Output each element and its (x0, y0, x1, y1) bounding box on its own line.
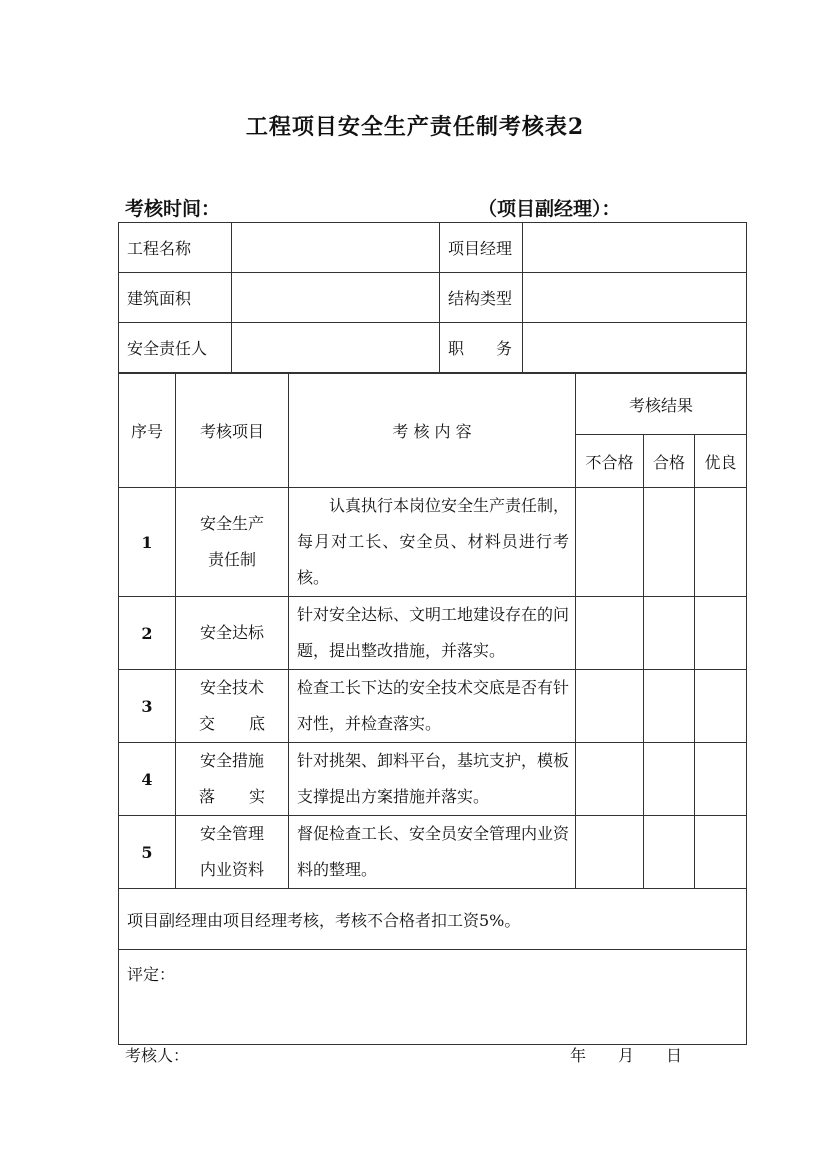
safety-person-value[interactable] (232, 323, 440, 373)
content-cell (289, 743, 576, 816)
evaluation-cell[interactable] (119, 950, 747, 1045)
excellent-check-cell[interactable] (695, 597, 747, 670)
fail-header: 不合格 (576, 435, 644, 488)
note-text: 项目副经理由项目经理考核，考核不合格者扣工资5%。 (119, 889, 747, 950)
assessment-time-label: 考核时间： (125, 198, 221, 220)
structure-type-value[interactable] (523, 273, 747, 323)
project-manager-value[interactable] (523, 223, 747, 273)
fail-check-cell[interactable] (576, 670, 644, 743)
table-row (119, 816, 747, 889)
pass-check-cell[interactable] (644, 488, 695, 597)
content-cell (289, 597, 576, 670)
item-cell (176, 488, 289, 597)
item-line: 责任制 (207, 550, 256, 569)
content-text: 针对挑架、卸料平台，基坑支护，模板支撑提出方案措施并落实。 (297, 751, 570, 806)
info-row (119, 323, 747, 373)
project-manager-label: 项目经理 (440, 223, 523, 273)
assessment-table (118, 373, 747, 1045)
item-line: 内业资料 (199, 860, 264, 879)
pass-check-cell[interactable] (644, 597, 695, 670)
item-line: 安全生产 (199, 514, 264, 533)
row-number: 1 (119, 488, 176, 597)
item-line: 安全措施 (199, 751, 264, 770)
evaluation-label: 评定： (127, 965, 176, 984)
fail-check-cell[interactable] (576, 816, 644, 889)
position-value[interactable] (523, 323, 747, 373)
table-row (119, 670, 747, 743)
building-area-label: 建筑面积 (119, 273, 232, 323)
fail-check-cell[interactable] (576, 743, 644, 816)
date-label: 年 月 日 (570, 1046, 683, 1065)
row-number: 2 (119, 597, 176, 670)
note-row (119, 889, 747, 950)
pass-check-cell[interactable] (644, 670, 695, 743)
item-line: 安全管理 (199, 824, 264, 843)
content-header: 考 核 内 容 (289, 374, 576, 488)
content-text: 检查工长下达的安全技术交底是否有针对性，并检查落实。 (297, 678, 570, 733)
content-text: 认真执行本岗位安全生产责任制，每月对工长、安全员、材料员进行考核。 (297, 496, 570, 587)
examiner-label: 考核人： (125, 1046, 190, 1065)
safety-person-label: 安全责任人 (119, 323, 232, 373)
item-cell (176, 597, 289, 670)
item-cell (176, 743, 289, 816)
project-name-value[interactable] (232, 223, 440, 273)
pass-header: 合格 (644, 435, 695, 488)
content-cell (289, 670, 576, 743)
item-line: 安全达标 (199, 623, 264, 642)
page-title: 工程项目安全生产责任制考核表2 (245, 114, 585, 140)
structure-type-label: 结构类型 (440, 273, 523, 323)
info-row (119, 223, 747, 273)
fail-check-cell[interactable] (576, 597, 644, 670)
project-info-table (118, 222, 747, 373)
position-label: 职 务 (440, 323, 523, 373)
item-line: 交底 (199, 714, 265, 733)
table-row (119, 597, 747, 670)
pass-check-cell[interactable] (644, 743, 695, 816)
row-number: 3 (119, 670, 176, 743)
role-label: （项目副经理）： (478, 198, 621, 220)
content-text: 督促检查工长、安全员安全管理内业资料的整理。 (297, 824, 570, 879)
item-cell (176, 670, 289, 743)
excellent-check-cell[interactable] (695, 488, 747, 597)
excellent-check-cell[interactable] (695, 743, 747, 816)
table-row (119, 488, 747, 597)
header-row (119, 374, 747, 435)
seq-header: 序号 (119, 374, 176, 488)
content-cell (289, 488, 576, 597)
content-cell (289, 816, 576, 889)
table-row (119, 743, 747, 816)
row-number: 4 (119, 743, 176, 816)
info-row (119, 273, 747, 323)
result-header: 考核结果 (576, 374, 747, 435)
evaluation-row[interactable] (119, 950, 747, 1045)
row-number: 5 (119, 816, 176, 889)
pass-check-cell[interactable] (644, 816, 695, 889)
item-line: 落实 (199, 787, 265, 806)
project-name-label: 工程名称 (119, 223, 232, 273)
content-text: 针对安全达标、文明工地建设存在的问题，提出整改措施，并落实。 (297, 605, 570, 660)
excellent-check-cell[interactable] (695, 670, 747, 743)
item-cell (176, 816, 289, 889)
item-line: 安全技术 (199, 678, 264, 697)
fail-check-cell[interactable] (576, 488, 644, 597)
excellent-check-cell[interactable] (695, 816, 747, 889)
building-area-value[interactable] (232, 273, 440, 323)
item-header: 考核项目 (176, 374, 289, 488)
excellent-header: 优良 (695, 435, 747, 488)
